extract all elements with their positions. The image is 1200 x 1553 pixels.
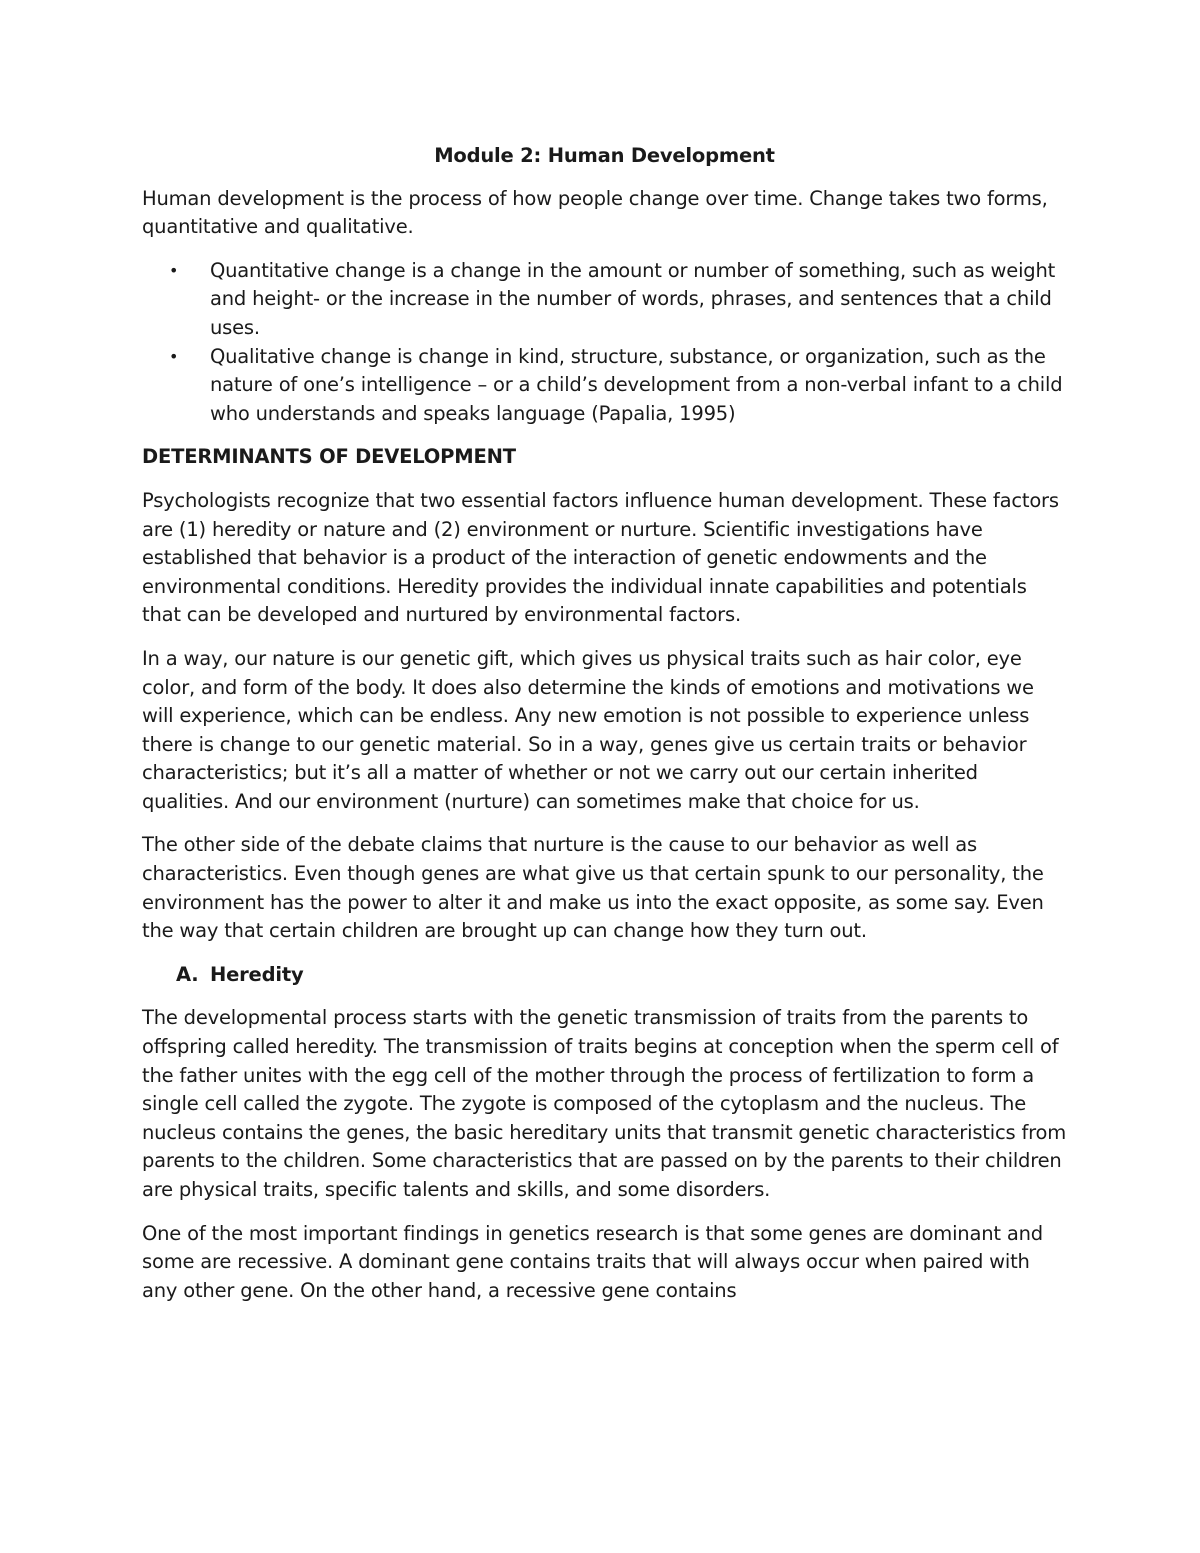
paragraph-dominant-recessive: One of the most important findings in genetics research is that some genes are dominant and some are recessive. A dominant gene contains traits that will always occur when paired with any other gene. On the other hand, a recessive gene contains (142, 1221, 1043, 1302)
list-item-quantitative (169, 257, 1067, 343)
paragraph-nurture: The other side of the debate claims that nurture is the cause to our behavior as well as characteristics. Even though genes are what give us that certain spunk to our personality, the environment has the power to alter it and make us into the exact opposite, as some say. Even the way that certain children are brought up can change how they turn out. (142, 833, 1044, 943)
subsection-heading-heredity (142, 961, 1067, 990)
section-heading-determinants: DETERMINANTS OF DEVELOPMENT (142, 445, 516, 469)
bullet-icon: • (169, 346, 179, 366)
list-item-text: Quantitative change is a change in the amount or number of something, such as weight and height- or the increase in the number of words, phrases, and sentences that a child uses. (210, 258, 1056, 339)
paragraph-factors: Psychologists recognize that two essential factors influence human development. These factors are (1) heredity or nature and (2) environment or nurture. Scientific investigations have established that behavior is a product of the interaction of genetic endowments and the environmental conditions. Heredity provides the individual innate capabilities and potentials that can be developed and nurtured by environmental factors. (142, 488, 1059, 627)
intro-paragraph: Human development is the process of how people change over time. Change takes two forms, quantitative and qualitative. (142, 186, 1048, 239)
bullet-icon: • (169, 260, 179, 280)
list-item-qualitative (169, 343, 1067, 429)
paragraph-heredity: The developmental process starts with the genetic transmission of traits from the parents to offspring called heredity. The transmission of traits begins at conception when the sperm cell of the father unites with the egg cell of the mother through the process of fertilization to form a single cell called the zygote. The zygote is composed of the cytoplasm and the nucleus. The nucleus contains the genes, the basic hereditary units that transmit genetic characteristics from parents to the children. Some characteristics that are passed on by the parents to their children are physical traits, specific talents and skills, and some disorders. (142, 1006, 1067, 1201)
document-title: Module 2: Human Development (434, 144, 775, 167)
subsection-label: Heredity (210, 962, 304, 986)
paragraph-nature: In a way, our nature is our genetic gift, which gives us physical traits such as hair color, eye color, and form of the body. It does also determine the kinds of emotions and motivations we will experience, which can be endless. Any new emotion is not possible to experience unless there is change to our genetic material. So in a way, genes give us certain traits or behavior characteristics; but it’s all a matter of whether or not we carry out our certain inherited qualities. And our environment (nurture) can sometimes make that choice for us. (142, 646, 1034, 813)
document-page (142, 142, 1067, 1320)
list-item-text: Qualitative change is change in kind, structure, substance, or organization, such as the nature of one’s intelligence – or a child’s development from a non-verbal infant to a child who understands and speaks language (Papalia, 1995) (210, 344, 1063, 425)
change-types-list (142, 257, 1067, 429)
subsection-letter: A. (176, 962, 199, 986)
